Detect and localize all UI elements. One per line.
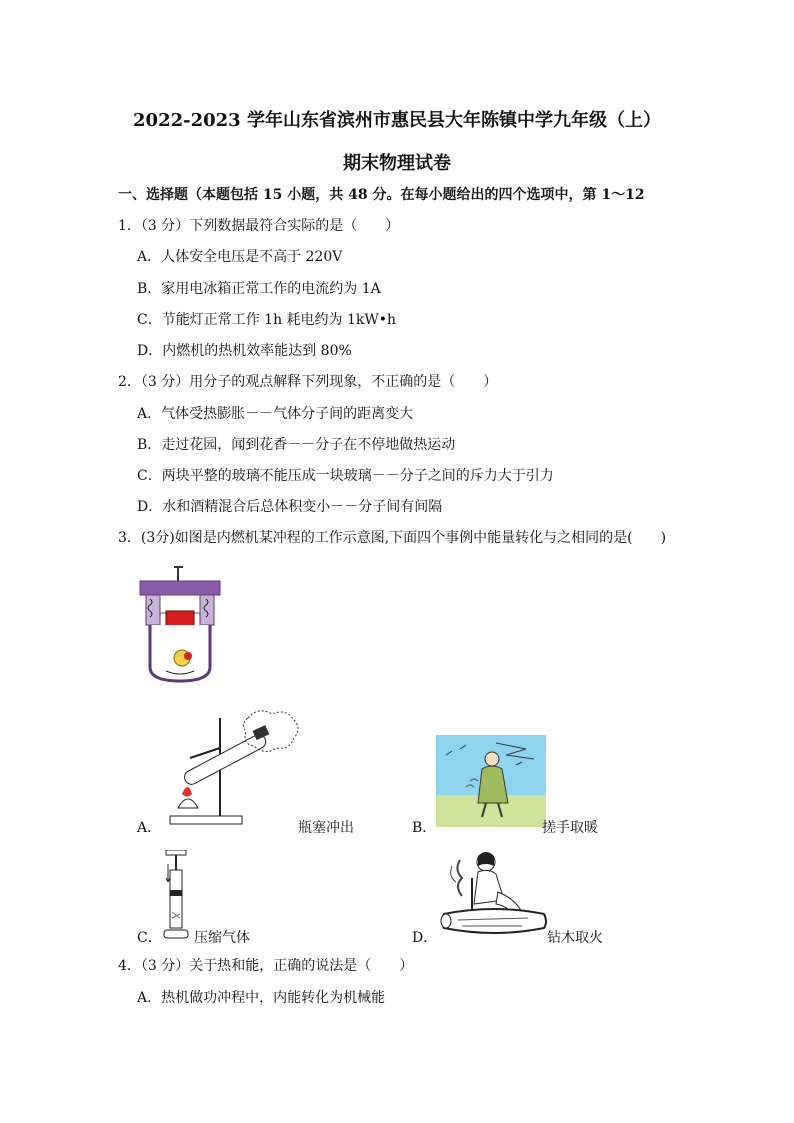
- engine-stroke-diagram: [136, 563, 224, 685]
- q2-stem: 2．（3 分）用分子的观点解释下列现象，不正确的是（ ）: [118, 374, 498, 390]
- q1-option-b: B．家用电冰箱正常工作的电流约为 1A: [137, 281, 381, 297]
- q2-option-a: A．气体受热膨胀－－气体分子间的距离变大: [137, 406, 414, 422]
- rubbing-hands-figure: [436, 735, 546, 827]
- bottle-stopper-figure: [160, 708, 305, 828]
- q3-option-b-letter: B．: [412, 820, 437, 836]
- q3-stem: 3．(3分)如图是内燃机某冲程的工作示意图,下面四个事例中能量转化与之相同的是( ): [118, 530, 667, 546]
- q3-option-d-letter: D．: [412, 930, 438, 946]
- section-heading: 一、选择题（本题包括 15 小题，共 48 分。在每小题给出的四个选项中，第 1～12: [118, 187, 645, 203]
- q2-option-d: D．水和酒精混合后总体积变小－－分子间有间隔: [137, 499, 443, 515]
- q1-option-a: A．人体安全电压是不高于 220V: [137, 249, 343, 265]
- q1-option-c: C．节能灯正常工作 1h 耗电约为 1kW•h: [137, 312, 397, 328]
- exam-title-line2: 期末物理试卷: [343, 153, 451, 174]
- drilling-wood-figure: [438, 848, 548, 940]
- q3-option-a-caption: 瓶塞冲出: [298, 820, 354, 836]
- q4-option-a: A．热机做功冲程中，内能转化为机械能: [137, 990, 386, 1006]
- q3-option-c-caption: 压缩气体: [194, 930, 250, 946]
- q2-option-c: C．两块平整的玻璃不能压成一块玻璃－－分子之间的斥力大于引力: [137, 468, 554, 484]
- q1-option-d: D．内燃机的热机效率能达到 80%: [137, 343, 352, 359]
- q3-option-a-letter: A．: [137, 820, 162, 836]
- exam-title-line1: 2022-2023 学年山东省滨州市惠民县大年陈镇中学九年级（上）: [133, 110, 661, 131]
- q3-option-b-caption: 搓手取暖: [542, 820, 598, 836]
- q1-stem: 1．（3 分）下列数据最符合实际的是（ ）: [118, 218, 400, 234]
- q3-option-c-letter: C．: [137, 930, 162, 946]
- q2-option-b: B．走过花园，闻到花香－－分子在不停地做热运动: [137, 437, 456, 453]
- q4-stem: 4．（3 分）关于热和能，正确的说法是（ ）: [118, 958, 414, 974]
- compress-gas-figure: [160, 850, 192, 942]
- q3-option-d-caption: 钻木取火: [547, 930, 603, 946]
